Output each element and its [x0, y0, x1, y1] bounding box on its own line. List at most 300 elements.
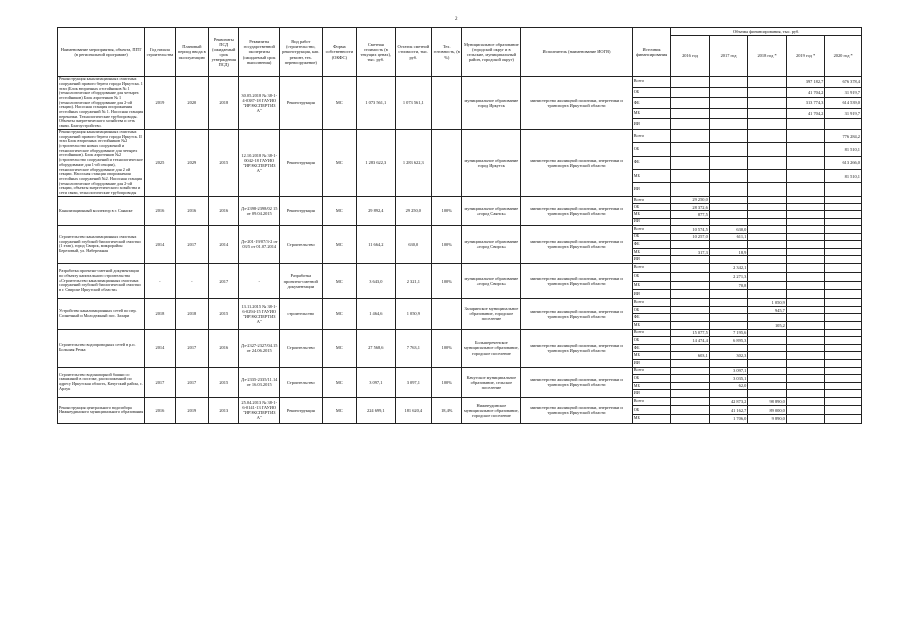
funding-value-cell [825, 382, 862, 390]
planned-year-cell: 2019 [175, 397, 208, 423]
fin-source-cell: Всего [632, 299, 671, 307]
header-funding-group: Объемы финансирования, тыс. руб. [671, 28, 862, 36]
planned-year-cell: 2029 [175, 129, 208, 196]
municipality-cell: муниципальное образование город Иркутск [462, 129, 521, 196]
remaining-cost-cell: 29 250,0 [395, 196, 431, 225]
ownership-cell: МС [322, 299, 356, 329]
readiness-cell: 100% [432, 226, 462, 264]
funding-value-cell [709, 129, 748, 142]
funding-value-cell [825, 204, 862, 211]
funding-value-cell [748, 170, 787, 183]
municipality-cell: муниципальное образование город Иркутск [462, 77, 521, 130]
remaining-cost-cell: 1 283 622,3 [395, 129, 431, 196]
funding-value-cell [786, 256, 825, 264]
funding-value-cell [786, 290, 825, 299]
executor-cell: министерство жилищной политики, энергетики и транспорта Иркутской области [521, 367, 633, 397]
estimated-cost-cell: 27 568,6 [357, 329, 396, 367]
fin-source-cell: ИИ [632, 390, 671, 398]
funding-value-cell [786, 156, 825, 169]
header-year: 2016 год [671, 36, 710, 77]
readiness-cell [432, 77, 462, 130]
funding-value-cell [748, 290, 787, 299]
funding-value-cell [786, 352, 825, 360]
funding-value-cell [786, 183, 825, 196]
municipality-cell: Заларинское муниципальное образование, городское поселение [462, 299, 521, 329]
funding-value-cell: 31 919,7 [825, 87, 862, 98]
fin-source-cell: ФБ [632, 241, 671, 249]
start-year-cell: 2016 [145, 196, 175, 225]
funding-value-cell [709, 306, 748, 314]
funding-value-cell [748, 129, 787, 142]
municipality-cell: муниципальное образование «город Свирск» [462, 263, 521, 298]
funding-value-cell: 945,7 [748, 306, 787, 314]
fin-source-cell: ИИ [632, 290, 671, 299]
work-type-cell: Реконструкция [280, 397, 323, 423]
funding-value-cell [671, 306, 710, 314]
remaining-cost-cell: 181 620,4 [395, 397, 431, 423]
readiness-cell: 100% [432, 367, 462, 397]
remaining-cost-cell: 1 073 561,1 [395, 77, 431, 130]
funding-value-cell [786, 367, 825, 375]
start-year-cell: 2014 [145, 329, 175, 367]
fin-source-cell: Всего [632, 129, 671, 142]
start-year-cell: 2019 [145, 77, 175, 130]
funding-value-cell [671, 281, 710, 290]
funding-value-cell [671, 183, 710, 196]
funding-value-cell [786, 281, 825, 290]
expertise-cell: Дз-2398-2398/02 15 от 09.04.2015 [239, 196, 280, 225]
funding-value-cell [671, 406, 710, 415]
funding-value-cell [825, 233, 862, 241]
funding-value-cell [671, 359, 710, 367]
funding-value-cell [709, 119, 748, 130]
fin-source-cell: ОБ [632, 337, 671, 345]
start-year-cell: 2018 [145, 299, 175, 329]
funding-value-cell: 41 704,2 [786, 87, 825, 98]
item-name-cell: Канализационный коллектор в г. Саянске [58, 196, 145, 225]
header-readiness: Тех. готовность, (в %) [432, 28, 462, 77]
funding-value-cell [748, 272, 787, 281]
funding-value-cell [786, 397, 825, 406]
funding-value-cell [825, 406, 862, 415]
work-type-cell: Реконструкция [280, 196, 323, 225]
funding-value-cell [709, 108, 748, 119]
funding-value-cell [671, 314, 710, 322]
fin-source-cell: МБ [632, 108, 671, 119]
funding-value-cell [825, 119, 862, 130]
executor-cell: министерство жилищной политики, энергетики и транспорта Иркутской области [521, 263, 633, 298]
fin-source-cell: ОБ [632, 87, 671, 98]
funding-value-cell: 1 050,9 [748, 299, 787, 307]
table-row [58, 367, 862, 375]
funding-value-cell: 28 372,6 [671, 204, 710, 211]
funding-value-cell [748, 281, 787, 290]
funding-value-cell [748, 196, 787, 203]
funding-value-cell [671, 390, 710, 398]
funding-value-cell [671, 321, 710, 329]
readiness-cell [432, 129, 462, 196]
remaining-cost-cell: 7 763,1 [395, 329, 431, 367]
header-municipality: Муниципальное образование (городской округ и в сельские, муниципальный район, городской округ) [462, 28, 521, 77]
start-year-cell: 2016 [145, 397, 175, 423]
funding-value-cell [748, 337, 787, 345]
funding-value-cell [825, 390, 862, 398]
funding-value-cell: 2 271,3 [709, 272, 748, 281]
funding-value-cell: 676 378,4 [825, 77, 862, 88]
funding-value-cell [709, 143, 748, 156]
fin-source-cell: МБ [632, 211, 671, 218]
executor-cell: министерство жилищной политики, энергетики и транспорта Иркутской области [521, 397, 633, 423]
executor-cell: министерство жилищной политики, энергетики и транспорта Иркутской области [521, 226, 633, 264]
funding-value-cell [825, 226, 862, 234]
funding-value-cell [748, 204, 787, 211]
funding-value-cell [786, 375, 825, 383]
municipality-cell: Большереченское муниципальное образование, городское поселение [462, 329, 521, 367]
fin-source-cell: ОБ [632, 204, 671, 211]
funding-value-cell: 2 342,1 [709, 263, 748, 272]
funding-value-cell [709, 218, 748, 225]
remaining-cost-cell: 3 097,1 [395, 367, 431, 397]
funding-value-cell [671, 290, 710, 299]
ownership-cell: МС [322, 196, 356, 225]
funding-value-cell [825, 321, 862, 329]
funding-value-cell [825, 263, 862, 272]
ownership-cell: МС [322, 226, 356, 264]
fin-source-cell: Всего [632, 329, 671, 337]
funding-value-cell [748, 143, 787, 156]
executor-cell: министерство жилищной политики, энергетики и транспорта Иркутской области [521, 129, 633, 196]
funding-value-cell [786, 241, 825, 249]
table-row [58, 196, 862, 203]
funding-value-cell [786, 406, 825, 415]
funding-value-cell [786, 321, 825, 329]
funding-value-cell [825, 314, 862, 322]
fin-source-cell: ФБ [632, 344, 671, 352]
funding-value-cell [786, 344, 825, 352]
work-type-cell: Реконструкция [280, 77, 323, 130]
funding-value-cell [671, 218, 710, 225]
item-name-cell: Строительство водонапорной башни со скважиной в поселке, расположенной по адресу Иркутская область, Качугский район, с. Арлук [58, 367, 145, 397]
funding-value-cell [748, 375, 787, 383]
ownership-cell: МС [322, 329, 356, 367]
funding-value-cell [825, 272, 862, 281]
header-ownership: Форма собственности (ОКФС) [322, 28, 356, 77]
fin-source-cell: ОБ [632, 143, 671, 156]
funding-value-cell [825, 359, 862, 367]
funding-value-cell: 10 257,0 [671, 233, 710, 241]
funding-value-cell: 15 077,5 [671, 329, 710, 337]
remaining-cost-cell: 1 050,9 [395, 299, 431, 329]
fin-source-cell: МБ [632, 321, 671, 329]
remaining-cost-cell: 630,0 [395, 226, 431, 264]
table-body [58, 77, 862, 424]
planned-year-cell: 2017 [175, 367, 208, 397]
header-work-type: Вид работ (строительство, реконструкция, кап. ремонт, тех. перевооружение) [280, 28, 323, 77]
funding-value-cell [671, 415, 710, 424]
funding-value-cell [709, 359, 748, 367]
municipality-cell: Качугское муниципальное образование, сельское поселение [462, 367, 521, 397]
header-year: 2020 год * [825, 36, 862, 77]
funding-value-cell [709, 241, 748, 249]
funding-value-cell: 62,0 [709, 382, 748, 390]
funding-value-cell [671, 256, 710, 264]
funding-value-cell [825, 196, 862, 203]
funding-value-cell [748, 390, 787, 398]
header-expertise: Реквизиты государственной экспертизы (ожидаемый срок выполнения) [239, 28, 280, 77]
funding-value-cell [671, 272, 710, 281]
funding-value-cell [748, 211, 787, 218]
funding-value-cell: 776 284,2 [825, 129, 862, 142]
psd-year-cell: 2018 [209, 77, 239, 130]
readiness-cell: 100% [432, 263, 462, 298]
start-year-cell: 2025 [145, 129, 175, 196]
funding-value-cell [786, 314, 825, 322]
header-estimated-cost: Сметная стоимость (в текущих ценах), тыс. руб. [357, 28, 396, 77]
expertise-cell: - [239, 263, 280, 298]
item-name-cell: Реконструкция канализационных очистных сооружений правого берега города Иркутск. II этап Блок вторичных отстойников №2 (строительство новых сооружений и технологическое оборудование для четырех отстойников). Блок аэротенков №2 (строительство сооружений и технологическое оборудование для 1-ой секции), технологическое оборудование для 2 ой секции. Насосная станция опорожнения отстойных сооружений №2. Насосная станция (технологическое оборудование для 2-ой секции, объекты энергетического хозяйства и сети связи, технологические трубопроводы [59, 129, 143, 196]
funding-value-cell [825, 299, 862, 307]
psd-year-cell: 2015 [209, 299, 239, 329]
executor-cell: министерство жилищной политики, энергетики и транспорта Иркутской области [521, 329, 633, 367]
funding-value-cell [709, 321, 748, 329]
item-name-cell: Разработка проектно-сметной документации по объекту капитального строительства «Строительство канализационных очистных сооружений глубокой биологической очистки в г. Свирске Иркутской области» [58, 263, 145, 298]
fin-source-cell: ОБ [632, 272, 671, 281]
fin-source-cell: Всего [632, 196, 671, 203]
funding-value-cell [825, 183, 862, 196]
funding-value-cell [671, 170, 710, 183]
funding-value-cell [825, 329, 862, 337]
funding-value-cell [671, 119, 710, 130]
readiness-cell: 100% [432, 196, 462, 225]
fin-source-cell: ФБ [632, 314, 671, 322]
funding-value-cell [786, 233, 825, 241]
planned-year-cell: - [175, 263, 208, 298]
funding-value-cell [709, 170, 748, 183]
funding-value-cell [748, 87, 787, 98]
table-row [58, 299, 862, 307]
executor-cell: министерство жилищной политики, энергетики и транспорта Иркутской области [521, 299, 633, 329]
estimated-cost-cell: 3 643,0 [357, 263, 396, 298]
estimated-cost-cell: 11 664,2 [357, 226, 396, 264]
funding-value-cell: 877,5 [671, 211, 710, 218]
fin-source-cell: ОБ [632, 306, 671, 314]
municipality-cell: Нижнеудинское муниципальное образование, городское поселение [462, 397, 521, 423]
table-row [58, 226, 862, 234]
funding-value-cell: 630,0 [709, 226, 748, 234]
funding-value-cell [671, 129, 710, 142]
funding-value-cell [786, 415, 825, 424]
funding-value-cell [825, 352, 862, 360]
funding-value-cell [748, 108, 787, 119]
header-fin-source: Источник финансирования [632, 28, 671, 77]
expertise-cell: Дз-2327-2327/04.15 от 24.06.2015 [239, 329, 280, 367]
funding-value-cell [825, 344, 862, 352]
funding-value-cell [709, 344, 748, 352]
estimated-cost-cell: 3 097,1 [357, 367, 396, 397]
funding-value-cell [671, 143, 710, 156]
fin-source-cell: МБ [632, 382, 671, 390]
funding-value-cell [748, 329, 787, 337]
funding-value-cell [671, 375, 710, 383]
funding-value-cell: 98 890,0 [748, 397, 787, 406]
funding-value-cell: 611,1 [709, 233, 748, 241]
start-year-cell: 2014 [145, 226, 175, 264]
funding-value-cell [748, 359, 787, 367]
funding-value-cell [748, 98, 787, 109]
funding-value-cell [786, 129, 825, 142]
item-name-cell: Строительство канализационных очистных сооружений глубокой биологической очистки (1 этап), город Свирск, микрорайон Березовый, ул. Набережная [58, 226, 145, 264]
estimated-cost-cell: 29 892,4 [357, 196, 396, 225]
funding-value-cell [709, 290, 748, 299]
funding-value-cell [748, 156, 787, 169]
executor-cell: министерство жилищной политики, энергетики и транспорта Иркутской области [521, 196, 633, 225]
funding-value-cell: 10 574,5 [671, 226, 710, 234]
funding-value-cell: 18,9 [709, 248, 748, 256]
header-planned-year: Плановый период ввода в эксплуатацию [175, 28, 208, 77]
psd-year-cell: 2016 [209, 196, 239, 225]
funding-value-cell [671, 263, 710, 272]
funding-value-cell [825, 375, 862, 383]
funding-value-cell: 41 162,7 [709, 406, 748, 415]
readiness-cell: 18,4% [432, 397, 462, 423]
work-type-cell: Строительство [280, 329, 323, 367]
funding-value-cell: 31 919,7 [825, 108, 862, 119]
estimated-cost-cell: 1 283 622,3 [357, 129, 396, 196]
funding-value-cell [748, 248, 787, 256]
work-type-cell: Разработка проектно-сметной документации [280, 263, 323, 298]
funding-value-cell: 70,8 [709, 281, 748, 290]
funding-value-cell [786, 329, 825, 337]
municipality-cell: муниципальное образование «город Свирск» [462, 226, 521, 264]
funding-value-cell: 29 250,0 [671, 196, 710, 203]
funding-value-cell [748, 119, 787, 130]
fin-source-cell: ОБ [632, 233, 671, 241]
fin-source-cell: Всего [632, 397, 671, 406]
expertise-cell: 13.11.2015 № 38-1-6-0294-15 ГАУИО "ИРЭКСПЕРТИЗ А" [239, 299, 280, 329]
funding-value-cell [709, 77, 748, 88]
page-number: 2 [455, 17, 458, 22]
funding-value-cell [786, 382, 825, 390]
fin-source-cell: Всего [632, 226, 671, 234]
funding-table [57, 27, 862, 424]
funding-value-cell [748, 367, 787, 375]
funding-value-cell [709, 98, 748, 109]
psd-year-cell: 2015 [209, 129, 239, 196]
header-start-year: Год начала строительства [145, 28, 175, 77]
funding-value-cell [748, 382, 787, 390]
fin-source-cell: ОБ [632, 406, 671, 415]
psd-year-cell: 2013 [209, 397, 239, 423]
funding-value-cell: 81 510,1 [825, 143, 862, 156]
funding-value-cell [786, 248, 825, 256]
fin-source-cell: МБ [632, 170, 671, 183]
work-type-cell: Строительство [280, 226, 323, 264]
funding-value-cell [671, 77, 710, 88]
fin-source-cell: ИИ [632, 359, 671, 367]
funding-value-cell [671, 98, 710, 109]
funding-value-cell [748, 77, 787, 88]
funding-value-cell [825, 218, 862, 225]
funding-value-cell [825, 306, 862, 314]
header-remaining-cost: Остаток сметной стоимости, тыс. руб. [395, 28, 431, 77]
ownership-cell: МС [322, 367, 356, 397]
funding-value-cell [825, 367, 862, 375]
funding-value-cell [786, 226, 825, 234]
planned-year-cell: 2017 [175, 226, 208, 264]
estimated-cost-cell: 1 464,6 [357, 299, 396, 329]
funding-value-cell [709, 390, 748, 398]
fin-source-cell: ИИ [632, 256, 671, 264]
estimated-cost-cell: 224 699,1 [357, 397, 396, 423]
funding-value-cell [825, 290, 862, 299]
funding-value-cell [786, 196, 825, 203]
funding-value-cell [748, 344, 787, 352]
header-psd: Реквизиты ПСД (ожидаемый срок утверждения ПСД) [209, 28, 239, 77]
expertise-cell: 12.10.2018 № 38-1-0042-18 ГАУИО "ИРЭКСПЕРТИЗ А" [239, 129, 280, 196]
funding-value-cell [709, 196, 748, 203]
table-row [58, 329, 862, 337]
funding-value-cell [786, 204, 825, 211]
planned-year-cell: 2016 [175, 196, 208, 225]
funding-value-cell: 14 474,4 [671, 337, 710, 345]
funding-value-cell [825, 211, 862, 218]
funding-value-cell: 89 000,0 [748, 406, 787, 415]
item-name-cell: Реконструкция канализационных очистных сооружений правого берега города Иркутска. 1 этап (Блок вторичных отстойников № 1 (технологическое оборудование для четырех отстойников) Блок аэротенков № 1 (технологическое оборудование для 2-ой секции). Насосная станция опорожнения отстойных сооружений № 1. Насосная станция перекачки. Технологические трубопроводы. Объекты энергетического хозяйства и сеть связи. Благоустройство. [59, 76, 144, 129]
funding-value-cell [709, 314, 748, 322]
funding-value-cell [709, 183, 748, 196]
funding-value-cell: 105,2 [748, 321, 787, 329]
funding-value-cell [786, 359, 825, 367]
funding-value-cell: 9 890,0 [748, 415, 787, 424]
estimated-cost-cell: 1 073 561,1 [357, 77, 396, 130]
planned-year-cell: 2017 [175, 329, 208, 367]
remaining-cost-cell: 2 321,1 [395, 263, 431, 298]
item-name-cell: Строительство водопроводных сетей в р.п. Большая Речка [58, 329, 145, 367]
funding-value-cell [825, 397, 862, 406]
funding-value-cell: 81 510,1 [825, 170, 862, 183]
funding-value-cell [786, 119, 825, 130]
funding-value-cell [748, 233, 787, 241]
item-name-cell: Реконструкция центрального водозабора Нижнеудинского муниципального образования [58, 397, 145, 423]
funding-value-cell [671, 87, 710, 98]
funding-value-cell: 317,3 [671, 248, 710, 256]
fin-source-cell: ИИ [632, 183, 671, 196]
funding-value-cell [786, 306, 825, 314]
funding-value-cell [671, 299, 710, 307]
fin-source-cell: МБ [632, 415, 671, 424]
funding-value-cell [825, 281, 862, 290]
funding-value-cell [786, 390, 825, 398]
funding-value-cell [709, 299, 748, 307]
table-row [58, 397, 862, 406]
funding-value-cell [825, 415, 862, 424]
executor-cell: министерство жилищной политики, энергетики и транспорта Иркутской области [521, 77, 633, 130]
funding-value-cell [786, 337, 825, 345]
expertise-cell: Дз-2335-2335/11.14 от 16.03.2015 [239, 367, 280, 397]
funding-value-cell [786, 272, 825, 281]
funding-value-cell [748, 183, 787, 196]
fin-source-cell: МБ [632, 248, 671, 256]
funding-value-cell [748, 256, 787, 264]
fin-source-cell: Всего [632, 367, 671, 375]
funding-value-cell: 397 182,7 [786, 77, 825, 88]
funding-value-cell [671, 344, 710, 352]
funding-value-cell [748, 226, 787, 234]
funding-value-cell: 603,1 [671, 352, 710, 360]
funding-value-cell [786, 218, 825, 225]
psd-year-cell: 2016 [209, 329, 239, 367]
planned-year-cell: 2020 [175, 77, 208, 130]
